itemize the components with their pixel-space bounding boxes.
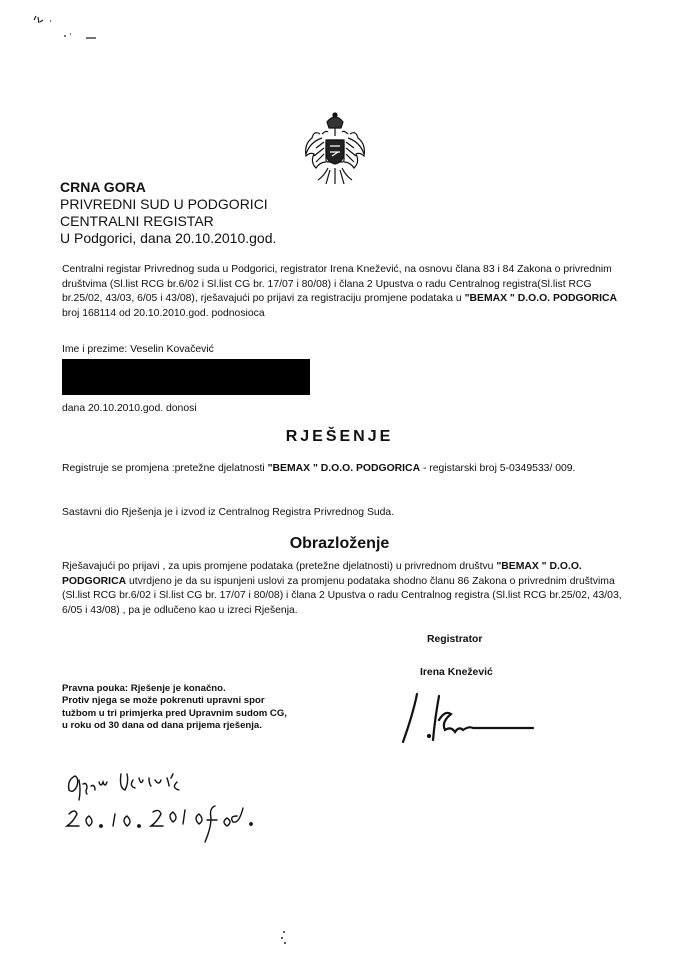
applicant-name: Ime i prezime: Veselin Kovačević (62, 344, 214, 355)
coat-of-arms-emblem (300, 112, 370, 190)
header-country: CRNA GORA (60, 179, 146, 195)
header-place-date: U Podgorici, dana 20.10.2010.god. (60, 230, 277, 246)
intro-paragraph (62, 263, 622, 321)
intro-company-name: "BEMAX " D.O.O. PODGORICA (464, 293, 618, 305)
donosi-line: dana 20.10.2010.god. donosi (62, 403, 197, 414)
intro-text-a: Centralni registar Privrednog suda u Podgorici, registrator Irena Knežević, na osnovu člana 83 i 84 Zakona o privrednim društvima (Sl.list RCG br.6/02 i Sl.list CG br. 17/07 i 80/08) i člana 2 Upustva o radu Centralnog registra(Sl.list RCG br.25/02, 43/03, 6/05 i 43/08), rješavajući po prijavi za registraciju promjene podataka u (62, 264, 612, 305)
legal-notice-line-4: u roku od 30 dana od dana prijema rješenja. (62, 720, 262, 732)
obrazlozenje-title: Obrazloženje (289, 535, 390, 552)
scan-speck-marks (30, 12, 110, 42)
sastavni-line: Sastavni dio Rješenja je i izvod iz Centralnog Registra Privrednog Suda. (62, 507, 395, 518)
legal-notice-line-1: Pravna pouka: Rješenje je konačno. (62, 683, 226, 694)
handwritten-receipt-note (55, 768, 255, 858)
obrazlozenje-text-a: Rješavajući po prijavi , za upis promjene podataka (pretežne djelatnosti) u privrednom društvu (62, 561, 497, 572)
obrazlozenje-paragraph (62, 560, 622, 618)
resenje-text-a: Registruje se promjena :pretežne djelatnosti (62, 463, 268, 474)
signature-role: Registrator (427, 634, 483, 645)
resenje-text-b: - registarski broj 5-0349533/ 009. (420, 463, 576, 474)
redaction-block (62, 359, 310, 395)
resenje-paragraph (62, 462, 622, 477)
scan-speck-marks-bottom (278, 928, 290, 946)
obrazlozenje-company-name: "BEMAX " D.O.O. PODGORICA (62, 561, 582, 587)
obrazlozenje-text-b: utvrdjeno je da su ispunjeni uslovi za promjenu podataka shodno članu 86 Zakona o privrednim društvima (Sl.list RCG br.6/02 i Sl.list CG br. 17/07 i 80/08) i člana 2 Upustva o radu Centralnog registra (Sl.list RCG br.25/02, 43/03, 6/05 i 43/08) , pa je odlučeno kao u izreci Rješenja. (62, 575, 622, 616)
resenje-title: RJEŠENJE (285, 428, 394, 445)
resenje-company-name: "BEMAX " D.O.O. PODGORICA (267, 463, 421, 474)
legal-notice (62, 683, 352, 733)
header-registry: CENTRALNI REGISTAR (60, 213, 214, 229)
header-court: PRIVREDNI SUD U PODGORICI (60, 196, 268, 212)
handwritten-signature (395, 690, 545, 750)
intro-text-b: broj 168114 od 20.10.2010.god. podnosioca (62, 307, 265, 319)
legal-notice-line-2: Protiv njega se može pokrenuti upravni spor (62, 695, 265, 707)
legal-notice-line-3: tužbom u tri primjerka pred Upravnim sudom CG, (62, 707, 287, 719)
signature-name: Irena Knežević (420, 667, 493, 678)
